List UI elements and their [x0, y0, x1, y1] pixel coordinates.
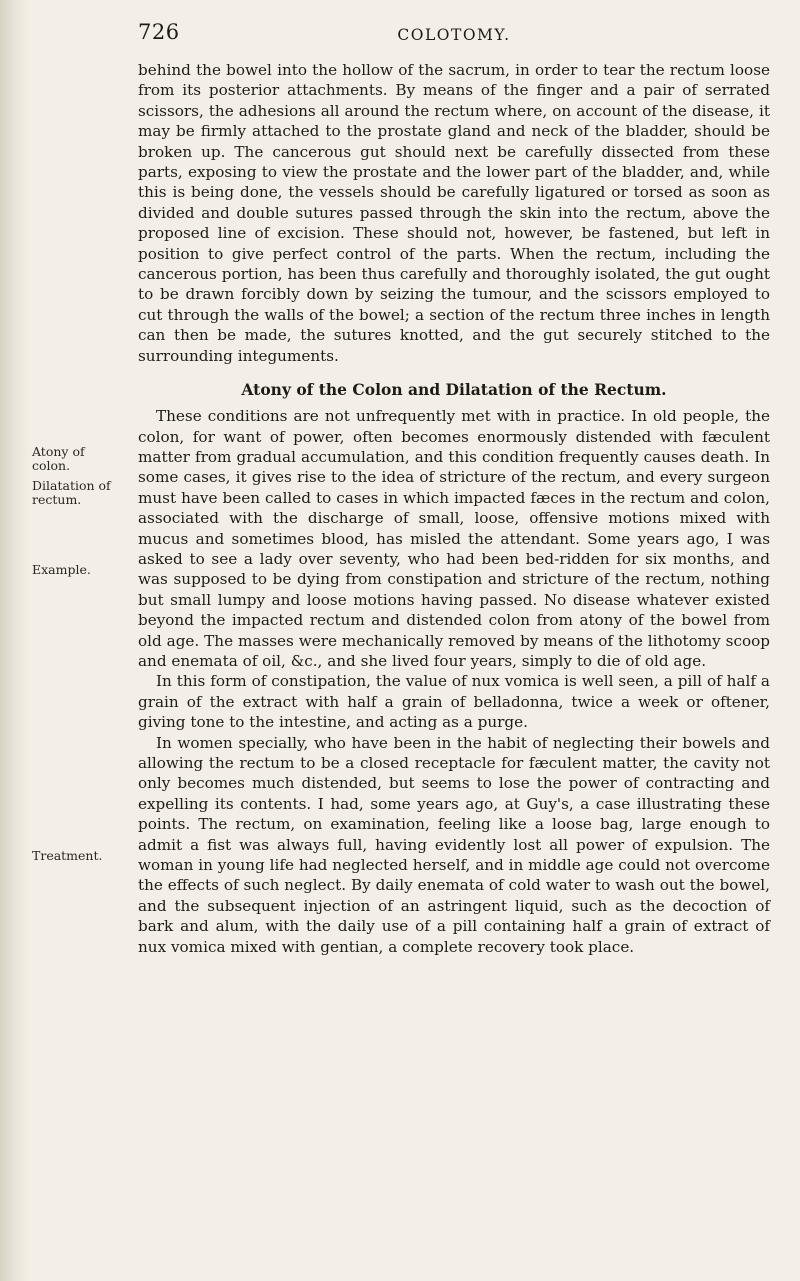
paragraph-atony: These conditions are not unfrequently met with in practice. In old people, the colon, for want of power, often becomes enormously distended with fæculent matter from gradual accumulation, and this condition frequently causes death. In some cases, it gives rise to the idea of stricture of the rectum, and every surgeon must have been called to cases in which impacted fæces in the rectum and colon, associated with the discharge of small, loose, offensive motions mixed with mucus and sometimes blood, has misled the attendant. Some years ago, I was asked to see a lady over seventy, who had been bed-ridden for six months, and was supposed to be dying from constipation and stricture of the rectum, nothing but small lumpy and loose motions having passed. No disease whatever existed beyond the impacted rectum and distended colon from atony of the bowel from old age. The masses were mechanically removed by means of the lithotomy scoop and enemata of oil, &c., and she lived four years, simply to die of old age.: [138, 407, 770, 670]
page-binding-edge: [0, 0, 30, 1281]
section-heading: Atony of the Colon and Dilatation of the Rectum.: [241, 380, 667, 400]
page-header: [138, 20, 770, 54]
paragraph-treatment: In this form of constipation, the value of nux vomica is well seen, a pill of half a grain of the extract with half a grain of belladonna, twice a week or oftener, giving tone to the intestine, and acting as a purge.: [138, 672, 770, 732]
margin-note-atony: Atony of colon.: [32, 444, 85, 473]
intro-paragraph: behind the bowel into the hollow of the sacrum, in order to tear the rectum loose from its posterior attachments. By means of the finger and a pair of serrated scissors, the adhesions all around the rectum where, on account of the disease, it may be firmly attached to the prostate gland and neck of the bladder, should be broken up. The cancerous gut should next be carefully dissected from these parts, exposing to view the prostate and the lower part of the bladder, and, while this is being done, the vessels should be carefully ligatured or torsed as soon as divided and double sutures passed through the skin into the rectum, above the proposed line of excision. These should not, however, be fastened, but left in position to give perfect control of the parts. When the rectum, including the cancerous portion, has been thus carefully and thoroughly isolated, the gut ought to be drawn forcibly down by seizing the tumour, and the scissors employed to cut through the walls of the bowel; a section of the rectum three inches in length can then be made, the sutures knotted, and the gut securely stitched to the surrounding integuments.: [138, 61, 770, 365]
page-number: 726: [138, 20, 180, 44]
margin-note-example: Example.: [32, 562, 91, 577]
text-column: [138, 60, 770, 957]
margin-note-dilatation: Dilatation of rectum.: [32, 478, 111, 507]
paragraph-women: In women specially, who have been in the habit of neglecting their bowels and allowing the rectum to be a closed receptacle for fæculent matter, the cavity not only becomes much distended, but seems to lose the power of contracting and expelling its contents. I had, some years ago, at Guy's, a case illustrating these points. The rectum, on examination, feeling like a loose bag, large enough to admit a fist was always full, having evidently lost all power of expulsion. The woman in young life had neglected herself, and in middle age could not overcome the effects of such neglect. By daily enemata of cold water to wash out the bowel, and the subsequent injection of an astringent liquid, such as the decoction of bark and alum, with the daily use of a pill containing half a grain of extract of nux vomica mixed with gentian, a complete recovery took place.: [138, 733, 770, 956]
running-title: COLOTOMY.: [397, 26, 511, 44]
margin-note-treatment: Treatment.: [32, 848, 103, 863]
